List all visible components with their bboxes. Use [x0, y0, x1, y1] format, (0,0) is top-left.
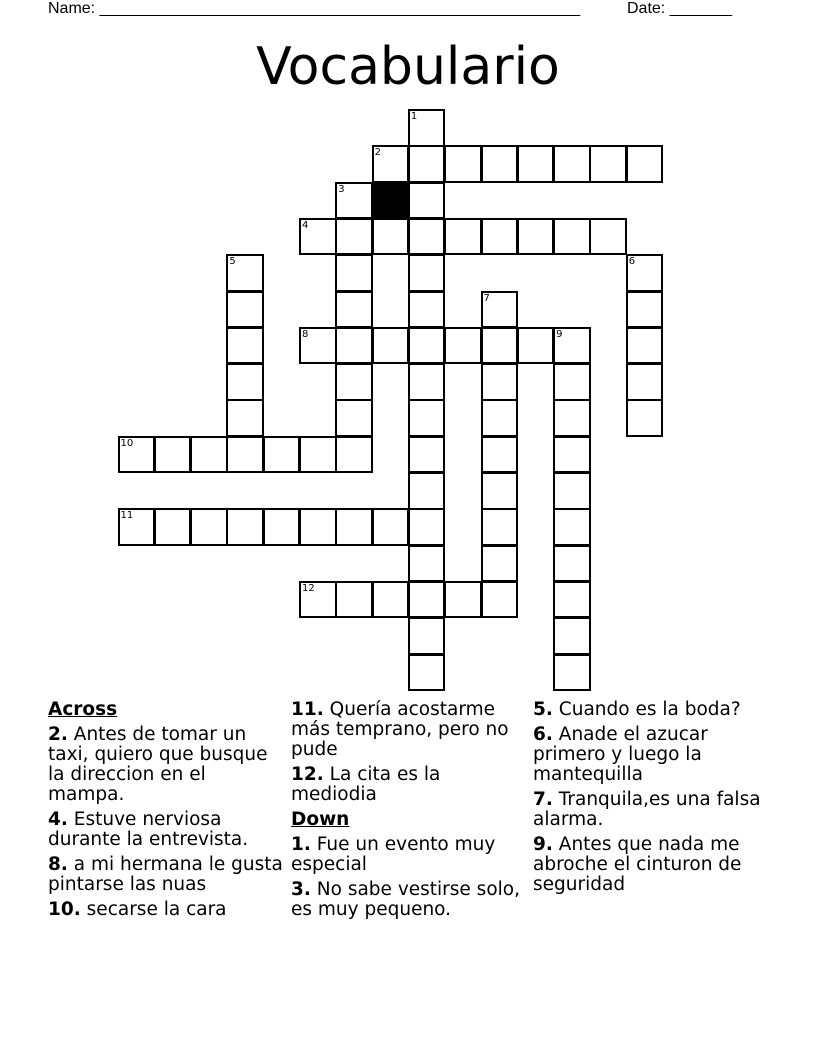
grid-cell[interactable] — [481, 399, 519, 437]
grid-cell[interactable] — [299, 327, 337, 365]
grid-cell[interactable] — [444, 581, 482, 619]
clue-item-text: Antes de tomar un taxi, quiero que busque la direccion en el mampa. — [48, 724, 268, 805]
grid-cell[interactable] — [553, 581, 591, 619]
grid-cell[interactable] — [408, 145, 446, 183]
grid-cell[interactable] — [118, 508, 156, 546]
grid-cell[interactable] — [154, 436, 192, 474]
grid-cell[interactable] — [408, 109, 446, 147]
clue-item-number: 9. — [533, 834, 553, 855]
clue-number: 4 — [302, 219, 309, 231]
grid-cell[interactable] — [154, 508, 192, 546]
clue-number: 12 — [302, 582, 315, 594]
grid-cell[interactable] — [263, 436, 301, 474]
clue-item — [291, 835, 527, 875]
grid-cell[interactable] — [553, 399, 591, 437]
across-clue-list-continued — [291, 700, 527, 805]
clue-number: 9 — [556, 328, 563, 340]
grid-cell[interactable] — [481, 291, 519, 329]
clue-item-number: 3. — [291, 879, 311, 900]
grid-cell[interactable] — [517, 218, 555, 256]
grid-cell[interactable] — [335, 254, 373, 292]
clue-item-text: a mi hermana le gusta pintarse las nuas — [48, 854, 283, 895]
clue-item — [533, 835, 769, 895]
grid-cell[interactable] — [626, 327, 664, 365]
clue-item — [533, 725, 769, 785]
grid-cell[interactable] — [408, 436, 446, 474]
grid-cell[interactable] — [372, 327, 410, 365]
clue-item-number: 12. — [291, 764, 324, 785]
clue-item-number: 6. — [533, 724, 553, 745]
grid-cell[interactable] — [408, 254, 446, 292]
clue-number: 8 — [302, 328, 309, 340]
grid-cell[interactable] — [226, 363, 264, 401]
grid-cell[interactable] — [481, 508, 519, 546]
grid-cell[interactable] — [444, 327, 482, 365]
black-cell — [372, 182, 410, 220]
grid-cell[interactable] — [481, 545, 519, 583]
grid-cell[interactable] — [481, 327, 519, 365]
grid-cell[interactable] — [335, 327, 373, 365]
grid-cell[interactable] — [190, 436, 228, 474]
grid-cell[interactable] — [408, 182, 446, 220]
clue-item-text: secarse la cara — [86, 899, 227, 920]
clue-item-text: Fue un evento muy especial — [291, 834, 496, 875]
grid-cell[interactable] — [408, 291, 446, 329]
down-clue-list — [291, 835, 527, 920]
grid-cell[interactable] — [553, 545, 591, 583]
clue-number: 7 — [483, 292, 490, 304]
across-clue-list — [48, 725, 284, 920]
grid-cell[interactable] — [481, 472, 519, 510]
grid-cell[interactable] — [553, 654, 591, 692]
grid-cell[interactable] — [408, 508, 446, 546]
grid-cell[interactable] — [589, 145, 627, 183]
down-clue-list-continued — [533, 700, 769, 895]
clues-column-3 — [533, 700, 769, 900]
clue-item-text: Anade el azucar primero y luego la mantequilla — [533, 724, 708, 785]
grid-cell[interactable] — [481, 581, 519, 619]
grid-cell[interactable] — [408, 654, 446, 692]
clue-number: 2 — [374, 147, 381, 159]
date-label: Date: _______ — [627, 0, 732, 17]
clue-item-text: La cita es la mediodia — [291, 764, 441, 805]
grid-cell[interactable] — [335, 291, 373, 329]
clue-number: 5 — [229, 256, 236, 268]
grid-cell[interactable] — [553, 472, 591, 510]
grid-cell[interactable] — [553, 218, 591, 256]
grid-cell[interactable] — [226, 436, 264, 474]
grid-cell[interactable] — [589, 218, 627, 256]
grid-cell[interactable] — [226, 254, 264, 292]
grid-cell[interactable] — [626, 254, 664, 292]
grid-cell[interactable] — [517, 327, 555, 365]
grid-cell[interactable] — [226, 291, 264, 329]
grid-cell[interactable] — [444, 145, 482, 183]
clue-item-number: 7. — [533, 789, 553, 810]
grid-cell[interactable] — [299, 436, 337, 474]
grid-cell[interactable] — [481, 363, 519, 401]
grid-cell[interactable] — [335, 218, 373, 256]
grid-cell[interactable] — [444, 218, 482, 256]
clue-number: 10 — [120, 437, 134, 449]
grid-cell[interactable] — [335, 508, 373, 546]
grid-cell[interactable] — [553, 363, 591, 401]
grid-cell[interactable] — [299, 218, 337, 256]
grid-cell[interactable] — [517, 145, 555, 183]
clue-item-number: 2. — [48, 724, 68, 745]
grid-cell[interactable] — [481, 218, 519, 256]
grid-cell[interactable] — [299, 508, 337, 546]
clue-item-number: 10. — [48, 899, 81, 920]
grid-cell[interactable] — [408, 363, 446, 401]
grid-cell[interactable] — [299, 581, 337, 619]
grid-cell[interactable] — [372, 218, 410, 256]
grid-cell[interactable] — [408, 472, 446, 510]
clue-item-number: 5. — [533, 699, 553, 720]
clue-item — [48, 725, 284, 805]
grid-cell[interactable] — [481, 145, 519, 183]
across-heading: Across — [48, 699, 118, 720]
grid-cell[interactable] — [626, 291, 664, 329]
grid-cell[interactable] — [408, 545, 446, 583]
clue-item-text: Antes que nada me abroche el cinturon de seguridad — [533, 834, 742, 895]
clue-item-text: Cuando es la boda? — [558, 699, 741, 720]
clue-item-text: Tranquila,es una falsa alarma. — [533, 789, 761, 830]
grid-cell[interactable] — [335, 436, 373, 474]
down-heading: Down — [291, 809, 350, 830]
clue-item-number: 4. — [48, 809, 68, 830]
grid-cell[interactable] — [226, 508, 264, 546]
grid-cell[interactable] — [372, 145, 410, 183]
clue-item-text: Estuve nerviosa durante la entrevista. — [48, 809, 249, 850]
grid-cell[interactable] — [226, 399, 264, 437]
grid-cell[interactable] — [553, 436, 591, 474]
grid-cell[interactable] — [408, 617, 446, 655]
page-title: Vocabulario — [256, 37, 560, 97]
grid-cell[interactable] — [553, 508, 591, 546]
clue-item — [291, 700, 527, 760]
clue-item — [48, 810, 284, 850]
grid-cell[interactable] — [335, 581, 373, 619]
clue-item — [533, 700, 769, 720]
clues-column-2 — [291, 700, 527, 925]
clue-item-number: 11. — [291, 699, 324, 720]
grid-cell[interactable] — [626, 145, 664, 183]
clue-item — [48, 900, 284, 920]
grid-cell[interactable] — [626, 363, 664, 401]
grid-cell[interactable] — [481, 436, 519, 474]
clue-item-text: Quería acostarme más temprano, pero no pude — [291, 699, 509, 760]
grid-cell[interactable] — [408, 327, 446, 365]
grid-cell[interactable] — [408, 581, 446, 619]
grid-cell[interactable] — [372, 508, 410, 546]
grid-cell[interactable] — [553, 145, 591, 183]
clue-number: 6 — [628, 256, 636, 268]
grid-cell[interactable] — [263, 508, 301, 546]
clue-number: 11 — [120, 510, 134, 522]
clue-item — [291, 880, 527, 920]
grid-cell[interactable] — [372, 581, 410, 619]
clue-number: 1 — [410, 111, 418, 122]
grid-cell[interactable] — [335, 182, 373, 220]
clue-item — [48, 855, 284, 895]
clue-item-number: 1. — [291, 834, 311, 855]
grid-cell[interactable] — [408, 399, 446, 437]
grid-cell[interactable] — [408, 218, 446, 256]
clue-item-text: No sabe vestirse solo, es muy pequeno. — [291, 879, 520, 920]
clue-item-number: 8. — [48, 854, 68, 875]
grid-cell[interactable] — [335, 363, 373, 401]
grid-cell[interactable] — [190, 508, 228, 546]
grid-cell[interactable] — [553, 327, 591, 365]
clue-item — [533, 790, 769, 830]
grid-cell[interactable] — [553, 617, 591, 655]
clue-item — [291, 765, 527, 805]
clues-column-1 — [48, 700, 284, 925]
grid-cell[interactable] — [335, 399, 373, 437]
clue-number: 3 — [338, 183, 345, 195]
grid-cell[interactable] — [626, 399, 664, 437]
name-label: Name: ______________________________________________________ — [48, 0, 581, 17]
grid-cell[interactable] — [118, 436, 156, 474]
grid-cell[interactable] — [226, 327, 264, 365]
